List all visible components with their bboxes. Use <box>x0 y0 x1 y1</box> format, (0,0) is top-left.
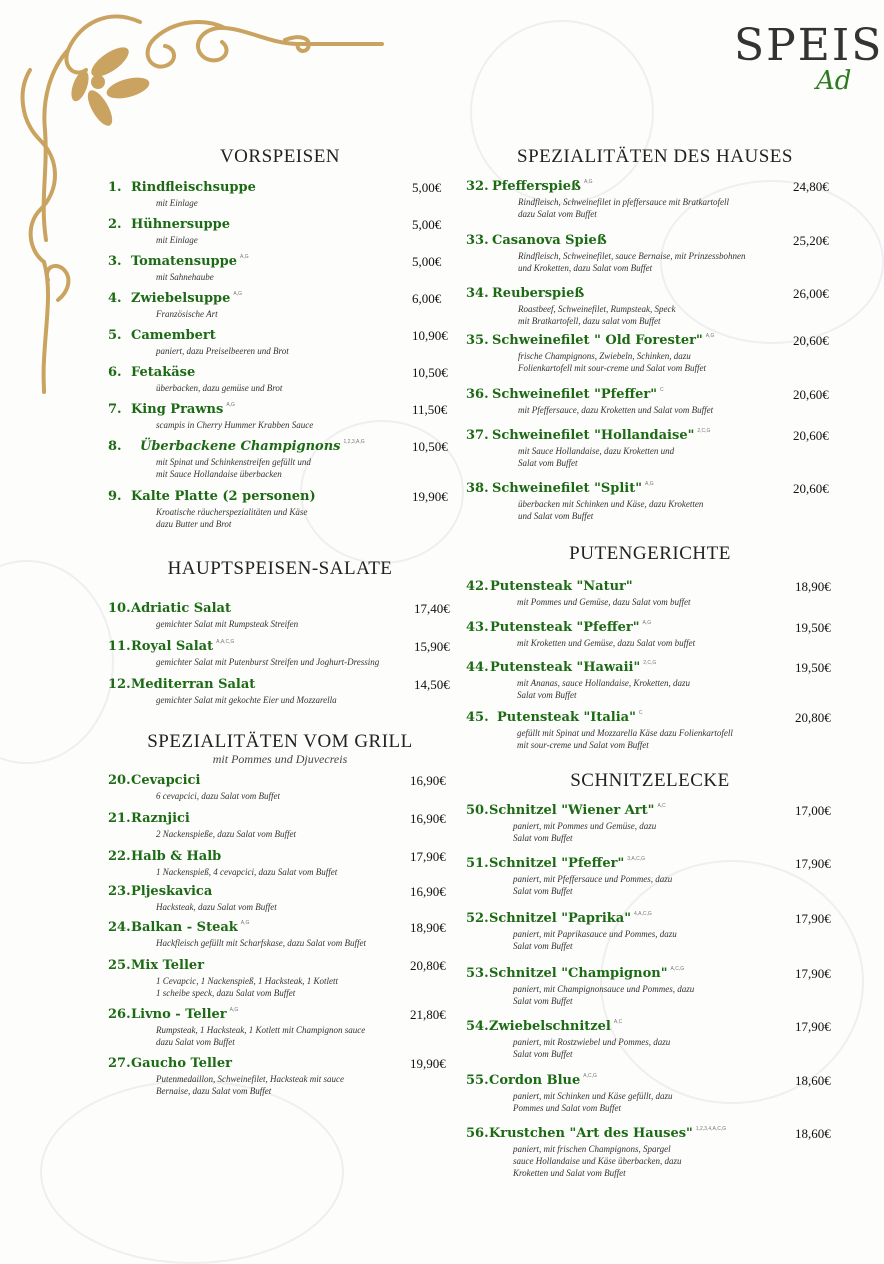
item-name <box>492 286 584 301</box>
section-subtitle-grill: mit Pommes und Djuvecreis <box>212 752 348 766</box>
item-description: und Salat vom Buffet <box>518 511 594 521</box>
item-name-text: Royal Salat <box>131 639 214 654</box>
item-number: 42. <box>466 579 489 594</box>
item-description: mit Bratkartofell, dazu salat vom Buffet <box>518 316 661 326</box>
item-price: 19,50€ <box>795 660 831 675</box>
item-name-text: Überbackene Champignons <box>140 439 341 454</box>
allergen-codes: C <box>660 387 664 393</box>
item-number: 9. <box>108 489 122 504</box>
item-description: Rumpsteak, 1 Hacksteak, 1 Kotlett mit Champignon sauce <box>156 1025 366 1035</box>
item-description: überbacken, dazu gemüse und Brot <box>156 383 283 393</box>
item-price: 17,40€ <box>414 601 450 616</box>
item-description: gemichter Salat mit gekochte Eier und Mozzarella <box>156 695 337 705</box>
item-price: 20,60€ <box>793 387 829 402</box>
item-price: 16,90€ <box>410 811 446 826</box>
item-price: 19,50€ <box>795 620 831 635</box>
item-name-text: Pljeskavica <box>131 884 213 899</box>
item-number: 5. <box>108 328 122 343</box>
item-number: 25. <box>108 958 131 973</box>
item-price: 20,60€ <box>793 333 829 348</box>
item-name <box>492 333 714 348</box>
item-description: Salat vom Buffet <box>513 886 573 896</box>
allergen-codes: A,C,G <box>670 966 685 972</box>
item-price: 20,80€ <box>410 958 446 973</box>
item-name <box>131 365 195 380</box>
item-price: 5,00€ <box>412 254 442 269</box>
background-sketch <box>470 20 654 204</box>
item-name-text: Camembert <box>131 328 216 343</box>
item-price: 18,90€ <box>795 579 831 594</box>
item-name <box>131 1007 238 1022</box>
item-price: 18,60€ <box>795 1126 831 1141</box>
item-number: 27. <box>108 1056 131 1071</box>
item-price: 19,90€ <box>410 1056 446 1071</box>
item-price: 17,90€ <box>795 911 831 926</box>
item-description: Salat vom Buffet <box>513 1049 573 1059</box>
item-price: 5,00€ <box>412 180 442 195</box>
item-number: 55. <box>466 1073 489 1088</box>
item-name <box>131 291 242 306</box>
item-name <box>489 1019 622 1034</box>
allergen-codes: 4,A,C,G <box>633 911 652 917</box>
item-description: Kroketten und Salat vom Buffet <box>513 1168 626 1178</box>
background-sketch <box>0 560 114 764</box>
item-description: paniert, mit frischen Champignons, Spargel <box>513 1144 671 1154</box>
item-name <box>131 254 249 269</box>
allergen-codes: A,G <box>233 291 243 297</box>
item-name-text: Putensteak "Natur" <box>490 579 633 594</box>
item-price: 17,90€ <box>795 966 831 981</box>
section-title-puten: PUTENGERICHTE <box>569 543 731 564</box>
restaurant-subtitle: Ad <box>816 66 852 96</box>
item-description: Salat vom Buffet <box>513 941 573 951</box>
item-description: Französische Art <box>156 309 218 319</box>
item-description: Putenmedaillon, Schweinefilet, Hacksteak mit sauce <box>156 1074 344 1084</box>
item-description: Folienkartofell mit sour-creme und Salat vom Buffet <box>518 363 706 373</box>
item-name-text: Adriatic Salat <box>131 601 231 616</box>
allergen-codes: A,C <box>657 803 666 809</box>
allergen-codes: A,G <box>226 402 235 408</box>
item-name <box>489 1126 726 1141</box>
item-price: 18,60€ <box>795 1073 831 1088</box>
item-name-text: Halb & Halb <box>131 849 222 864</box>
item-name <box>131 849 221 864</box>
item-price: 18,90€ <box>410 920 446 935</box>
section-title-vorspeisen: VORSPEISEN <box>219 146 341 167</box>
item-name <box>131 958 204 973</box>
item-description: 2 Nackenspieße, dazu Salat vom Buffet <box>156 829 296 839</box>
item-price: 20,60€ <box>793 428 829 443</box>
item-number: 44. <box>466 660 489 675</box>
item-name <box>140 439 365 454</box>
section-title-hauses: SPEZIALITÄTEN DES HAUSES <box>517 146 793 167</box>
item-name-text: Casanova Spieß <box>492 233 607 248</box>
item-name-text: Schnitzel "Wiener Art" <box>489 803 655 818</box>
item-description: Rindfleisch, Schweinefilet in pfeffersauce mit Bratkartofell <box>518 197 729 207</box>
item-price: 17,90€ <box>795 856 831 871</box>
item-name-text: Schnitzel "Champignon" <box>489 966 668 981</box>
item-name <box>492 233 607 248</box>
item-price: 17,90€ <box>410 849 446 864</box>
item-description: Salat vom Buffet <box>513 996 573 1006</box>
item-description: paniert, mit Pommes und Gemüse, dazu <box>513 821 657 831</box>
item-description: scampis in Cherry Hummer Krabben Sauce <box>156 420 314 430</box>
item-name-text: Schweinefilet "Hollandaise" <box>492 428 695 443</box>
allergen-codes: A,C <box>613 1019 623 1025</box>
item-name <box>489 856 645 871</box>
item-price: 21,80€ <box>410 1007 446 1022</box>
section-title-schnitzel: SCHNITZELECKE <box>570 770 730 791</box>
item-name <box>131 920 249 935</box>
item-price: 24,80€ <box>793 179 829 194</box>
item-name-text: Schnitzel "Paprika" <box>489 911 631 926</box>
item-description: 6 cevapcici, dazu Salat vom Buffet <box>156 791 280 801</box>
item-name-text: Kalte Platte (2 personen) <box>131 489 316 504</box>
item-number: 38. <box>466 481 489 496</box>
item-name <box>131 884 212 899</box>
item-name-text: Hühnersuppe <box>131 217 230 232</box>
item-number: 34. <box>466 286 489 301</box>
item-price: 16,90€ <box>410 773 446 788</box>
item-name-text: Cevapcici <box>131 773 201 788</box>
item-number: 52. <box>466 911 489 926</box>
item-name-text: Zwiebelschnitzel <box>489 1019 611 1034</box>
item-number: 32. <box>466 179 489 194</box>
item-number: 3. <box>108 254 122 269</box>
item-number: 10. <box>108 601 131 616</box>
item-name <box>131 402 235 417</box>
item-number: 37. <box>466 428 489 443</box>
allergen-codes: 1,2,3,A,G <box>343 439 365 445</box>
item-price: 17,00€ <box>795 803 831 818</box>
item-description: gemichter Salat mit Putenburst Streifen und Joghurt-Dressing <box>156 657 380 667</box>
item-number: 2. <box>108 217 122 232</box>
item-name <box>131 811 190 826</box>
item-description: Hacksteak, dazu Salat vom Buffet <box>156 902 277 912</box>
allergen-codes: A,G <box>229 1007 239 1013</box>
brand-header <box>734 20 883 96</box>
item-name <box>497 710 643 725</box>
item-name-text: Schweinefilet "Split" <box>492 481 642 496</box>
item-description: mit Pfeffersauce, dazu Kroketten und Salat vom Buffet <box>518 405 714 415</box>
item-description: Bernaise, dazu Salat vom Buffet <box>156 1086 272 1096</box>
item-name-text: Reuberspieß <box>492 286 585 301</box>
item-name <box>489 1073 597 1088</box>
item-name <box>131 639 234 654</box>
item-name-text: Putensteak "Pfeffer" <box>490 620 640 635</box>
item-name-text: Schnitzel "Pfeffer" <box>489 856 625 871</box>
item-description: Kroatische räucherspezialitäten und Käse <box>156 507 308 517</box>
item-price: 25,20€ <box>793 233 829 248</box>
item-price: 10,50€ <box>412 365 448 380</box>
item-number: 54. <box>466 1019 489 1034</box>
item-price: 5,00€ <box>412 217 442 232</box>
item-description: 1 scheibe speck, dazu Salat vom Buffet <box>156 988 296 998</box>
item-name-text: Tomatensuppe <box>131 254 237 269</box>
item-description: mit Ananas, sauce Hollandaise, Kroketten, dazu <box>517 678 690 688</box>
item-price: 20,60€ <box>793 481 829 496</box>
allergen-codes: 3,A,C,G <box>627 856 646 862</box>
item-name-text: Zwiebelsuppe <box>131 291 231 306</box>
item-description: frische Champignons, Zwiebeln, Schinken, dazu <box>518 351 691 361</box>
item-price: 6,00€ <box>412 291 442 306</box>
item-number: 43. <box>466 620 489 635</box>
item-price: 20,80€ <box>795 710 831 725</box>
item-description: dazu Salat vom Buffet <box>156 1037 235 1047</box>
item-price: 10,90€ <box>412 328 448 343</box>
item-description: mit sour-creme und Salat vom Buffet <box>517 740 649 750</box>
item-name-text: Schweinefilet "Pfeffer" <box>492 387 658 402</box>
item-number: 20. <box>108 773 131 788</box>
item-price: 10,50€ <box>412 439 448 454</box>
item-name <box>490 660 656 675</box>
item-description: mit Einlage <box>156 198 198 208</box>
item-price: 16,90€ <box>410 884 446 899</box>
item-name <box>492 481 654 496</box>
item-name <box>489 911 652 926</box>
restaurant-title: SPEIS <box>734 20 884 71</box>
item-name-text: Putensteak "Hawaii" <box>490 660 641 675</box>
item-number: 53. <box>466 966 489 981</box>
item-name <box>131 328 216 343</box>
item-name-text: Putensteak "Italia" <box>497 710 636 725</box>
item-name-text: Balkan - Steak <box>131 920 238 935</box>
item-description: Salat vom Buffet <box>517 690 577 700</box>
allergen-codes: C <box>638 710 643 716</box>
item-number: 26. <box>108 1007 131 1022</box>
item-name <box>489 966 684 981</box>
item-name <box>131 217 230 232</box>
item-name-text: Cordon Blue <box>489 1073 581 1088</box>
item-name <box>490 579 633 594</box>
item-description: paniert, dazu Preiselbeeren und Brot <box>156 346 289 356</box>
item-number: 45. <box>466 710 489 725</box>
item-description: 1 Cevapcic, 1 Nackenspieß, 1 Hacksteak, 1 Kotlett <box>156 976 338 986</box>
allergen-codes: A,G <box>240 920 250 926</box>
item-number: 11. <box>108 639 131 654</box>
item-number: 23. <box>108 884 131 899</box>
item-description: mit Einlage <box>156 235 198 245</box>
item-description: gefüllt mit Spinat und Mozzarella Käse dazu Folienkartofell <box>517 728 733 738</box>
item-description: paniert, mit Paprikasauce und Pommes, dazu <box>513 929 677 939</box>
item-number: 51. <box>466 856 489 871</box>
allergen-codes: A,G <box>705 333 715 339</box>
allergen-codes: A,G <box>239 254 249 260</box>
item-number: 6. <box>108 365 122 380</box>
item-number: 8. <box>108 439 122 454</box>
item-description: paniert, mit Schinken und Käse gefüllt, dazu <box>513 1091 673 1101</box>
item-description: Salat vom Buffet <box>513 833 573 843</box>
item-name <box>490 620 651 635</box>
item-price: 14,50€ <box>414 677 450 692</box>
section-title-grill: SPEZIALITÄTEN VOM GRILL <box>147 731 413 752</box>
item-description: überbacken mit Schinken und Käse, dazu Kroketten <box>518 499 704 509</box>
item-name-text: Gaucho Teller <box>131 1056 232 1071</box>
item-name-text: Rindfleischsuppe <box>131 180 256 195</box>
item-description: sauce Hollandaise und Käse überbacken, dazu <box>513 1156 682 1166</box>
item-name <box>131 601 231 616</box>
item-number: 22. <box>108 849 131 864</box>
item-description: mit Pommes und Gemüse, dazu Salat vom buffet <box>517 597 691 607</box>
item-description: mit Sahnehaube <box>156 272 214 282</box>
item-price: 17,90€ <box>795 1019 831 1034</box>
item-number: 36. <box>466 387 489 402</box>
item-description: paniert, mit Rostzwiebel und Pommes, dazu <box>513 1037 671 1047</box>
item-name <box>131 1056 232 1071</box>
item-description: paniert, mit Pfeffersauce und Pommes, dazu <box>513 874 673 884</box>
item-name <box>492 179 593 194</box>
item-name-text: Fetakäse <box>131 365 196 380</box>
item-number: 33. <box>466 233 489 248</box>
allergen-codes: A,G <box>644 481 654 487</box>
item-price: 15,90€ <box>414 639 450 654</box>
item-description: Pommes und Salat vom Buffet <box>513 1103 621 1113</box>
item-description: Roastbeef, Schweinefilet, Rumpsteak, Speck <box>518 304 676 314</box>
item-number: 24. <box>108 920 131 935</box>
item-number: 7. <box>108 402 122 417</box>
item-name-text: Livno - Teller <box>131 1007 227 1022</box>
item-name <box>492 387 664 402</box>
item-number: 56. <box>466 1126 489 1141</box>
allergen-codes: A,G <box>642 620 652 626</box>
item-description: mit Kroketten und Gemüse, dazu Salat vom buffet <box>517 638 696 648</box>
item-price: 26,00€ <box>793 286 829 301</box>
item-description: mit Spinat und Schinkenstreifen gefüllt und <box>156 457 311 467</box>
item-name <box>131 489 316 504</box>
item-description: 1 Nackenspieß, 4 cevapcici, dazu Salat vom Buffet <box>156 867 338 877</box>
item-description: Hackfleisch gefüllt mit Scharfskase, dazu Salat vom Buffet <box>156 938 366 948</box>
allergen-codes: 2,C,G <box>697 428 711 434</box>
background-sketch <box>600 860 864 1104</box>
item-name-text: Schweinefilet " Old Forester" <box>492 333 703 348</box>
item-number: 4. <box>108 291 122 306</box>
item-description: dazu Butter und Brot <box>156 519 232 529</box>
item-price: 11,50€ <box>412 402 448 417</box>
item-name-text: Mix Teller <box>131 958 205 973</box>
item-description: Salat vom Buffet <box>518 458 578 468</box>
item-number: 35. <box>466 333 489 348</box>
item-description: gemichter Salat mit Rumpsteak Streifen <box>156 619 299 629</box>
item-name-text: King Prawns <box>131 402 224 417</box>
item-description: mit Sauce Hollandaise überbacken <box>156 469 282 479</box>
item-name-text: Raznjici <box>131 811 190 826</box>
item-number: 21. <box>108 811 131 826</box>
item-name-text: Pfefferspieß <box>492 179 581 194</box>
item-description: mit Sauce Hollandaise, dazu Kroketten und <box>518 446 675 456</box>
allergen-codes: A,A,C,G <box>216 639 235 645</box>
item-description: und Kroketten, dazu Salat vom Buffet <box>518 263 653 273</box>
item-price: 19,90€ <box>412 489 448 504</box>
item-description: Rindfleisch, Schweinefilet, sauce Bernaise, mit Prinzessbohnen <box>518 251 746 261</box>
item-name <box>492 428 710 443</box>
item-name <box>131 773 200 788</box>
background-sketch <box>40 1080 344 1264</box>
allergen-codes: 1,2,3,4,A,C,G <box>695 1126 727 1132</box>
item-number: 1. <box>108 180 122 195</box>
item-name <box>131 180 256 195</box>
item-name-text: Krustchen "Art des Hauses" <box>489 1126 693 1141</box>
item-name <box>131 677 255 692</box>
allergen-codes: A,G <box>583 179 593 185</box>
item-name-text: Mediterran Salat <box>131 677 256 692</box>
item-description: dazu Salat vom Buffet <box>518 209 597 219</box>
item-number: 12. <box>108 677 131 692</box>
allergen-codes: 2,C,G <box>643 660 657 666</box>
item-number: 50. <box>466 803 489 818</box>
item-name <box>489 803 666 818</box>
item-description: paniert, mit Champignonsauce und Pommes, dazu <box>513 984 695 994</box>
allergen-codes: A,C,G <box>583 1073 597 1079</box>
section-title-salate: HAUPTSPEISEN-SALATE <box>167 558 393 579</box>
